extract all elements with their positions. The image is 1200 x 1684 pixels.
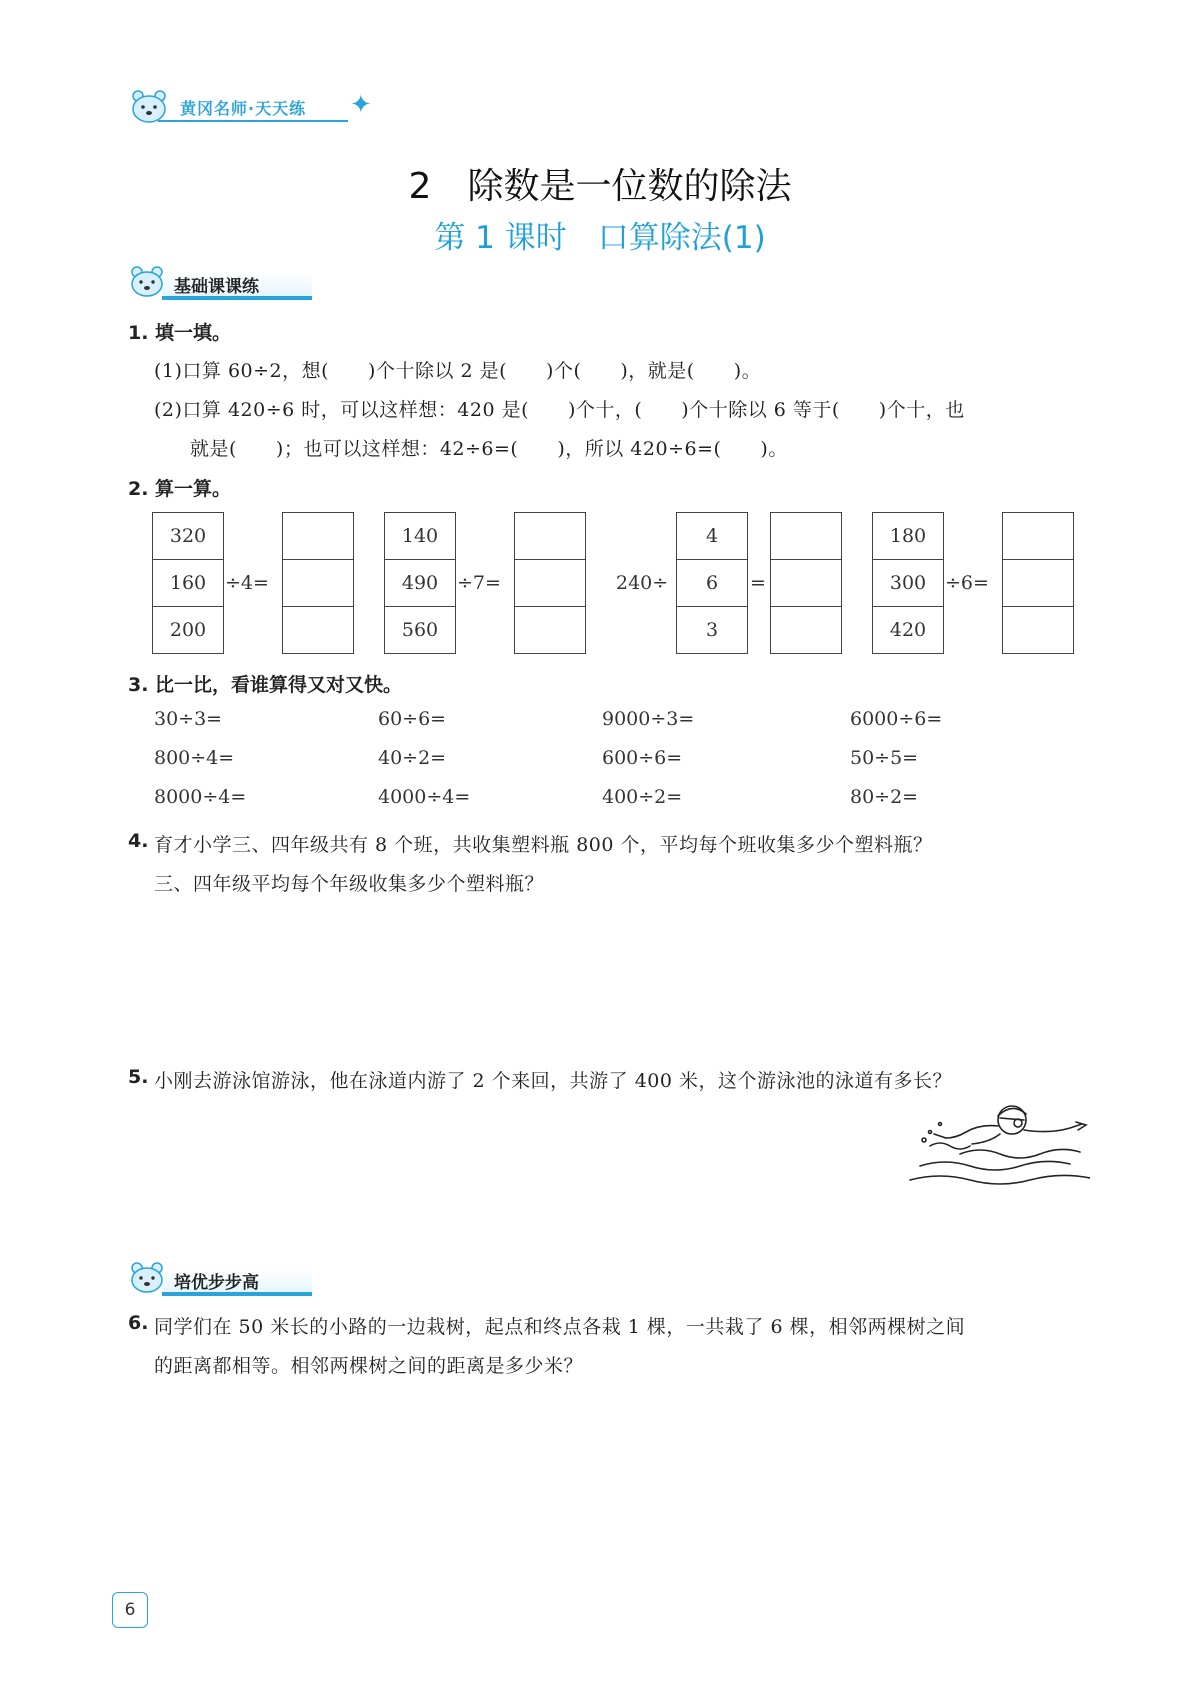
dividend-cell: 300 [873, 560, 943, 607]
dividend-column [872, 512, 944, 654]
divisor-cell: 6 [677, 560, 747, 607]
dividend-cell: 180 [873, 513, 943, 560]
dividend-cell: 490 [385, 560, 455, 607]
brand-header [128, 88, 378, 126]
dividend-cell: 420 [889, 619, 927, 641]
q6-number: 6. [128, 1312, 149, 1334]
answer-box[interactable] [771, 560, 841, 607]
q4-line: 三、四年级平均每个年级收集多少个塑料瓶？ [154, 873, 545, 895]
answer-box[interactable] [283, 607, 353, 653]
operator: ÷4= [225, 572, 269, 594]
answer-box[interactable] [771, 513, 841, 560]
operator-prefix: 240÷ [616, 572, 669, 594]
answer-column [770, 512, 842, 654]
operator: ÷7= [457, 572, 501, 594]
q1-line: (2)口算 420÷6 时，可以这样想：420 是( )个十，( )个十除以 6 等于( )个十，也 [154, 399, 965, 421]
q5-line: 小刚去游泳馆游泳，他在泳道内游了 2 个来回，共游了 400 米，这个游泳池的泳道有多长？ [154, 1070, 953, 1092]
calc-item: 80÷2= [850, 786, 919, 808]
answer-box[interactable] [283, 560, 353, 607]
calc-item: 6000÷6= [850, 708, 943, 730]
answer-box[interactable] [515, 513, 585, 560]
operator: ÷6= [945, 572, 989, 594]
divisor-cell: 3 [705, 619, 719, 641]
dividend-cell: 200 [169, 619, 207, 641]
q4-number: 4. [128, 830, 149, 852]
q1-line: 就是( )；也可以这样想：42÷6=( )，所以 420÷6=( )。 [190, 438, 788, 460]
bear-icon [128, 1260, 168, 1294]
answer-box[interactable] [1003, 560, 1073, 607]
answer-box[interactable] [515, 560, 585, 607]
q1-title: 1. 填一填。 [128, 322, 232, 344]
section-title: 培优步步高 [174, 1273, 259, 1293]
answer-box[interactable] [1003, 513, 1073, 560]
answer-box[interactable] [1003, 607, 1073, 653]
operator: = [750, 572, 766, 594]
q3-title: 3. 比一比，看谁算得又对又快。 [128, 674, 403, 696]
dividend-column [152, 512, 224, 654]
calc-item: 4000÷4= [378, 786, 471, 808]
q4-line: 育才小学三、四年级共有 8 个班，共收集塑料瓶 800 个，平均每个班收集多少个塑料瓶？ [154, 834, 933, 856]
section-badge-advanced [128, 1260, 318, 1296]
section-title: 基础课课练 [174, 277, 259, 297]
divisor-cell: 4 [677, 513, 747, 560]
dividend-cell: 560 [401, 619, 439, 641]
page-number: 6 [112, 1592, 148, 1628]
q6-line: 的距离都相等。相邻两棵树之间的距离是多少米？ [154, 1355, 584, 1377]
answer-column [282, 512, 354, 654]
calc-item: 8000÷4= [154, 786, 247, 808]
dividend-column [384, 512, 456, 654]
calc-item: 800÷4= [154, 747, 235, 769]
lesson-title: 第 1 课时 口算除法(1) [434, 220, 766, 256]
star-icon: ✦ [350, 90, 372, 120]
q6-line: 同学们在 50 米长的小路的一边栽树，起点和终点各栽 1 棵，一共栽了 6 棵，相邻两棵树之间 [154, 1316, 966, 1338]
dividend-cell: 160 [153, 560, 223, 607]
answer-column [1002, 512, 1074, 654]
dividend-cell: 320 [153, 513, 223, 560]
section-badge-basic [128, 264, 318, 300]
q1-line: (1)口算 60÷2，想( )个十除以 2 是( )个( )，就是( )。 [154, 360, 762, 382]
calc-item: 60÷6= [378, 708, 447, 730]
calc-item: 400÷2= [602, 786, 683, 808]
answer-box[interactable] [283, 513, 353, 560]
calc-item: 30÷3= [154, 708, 223, 730]
answer-column [514, 512, 586, 654]
q2-title: 2. 算一算。 [128, 478, 232, 500]
dividend-cell: 140 [385, 513, 455, 560]
brand-text: 黄冈名师·天天练 [180, 99, 307, 118]
calc-item: 40÷2= [378, 747, 447, 769]
calc-item: 9000÷3= [602, 708, 695, 730]
answer-box[interactable] [771, 607, 841, 653]
divisor-column [676, 512, 748, 654]
swimmer-illustration [900, 1094, 1090, 1204]
q5-number: 5. [128, 1066, 149, 1088]
answer-box[interactable] [515, 607, 585, 653]
calc-item: 600÷6= [602, 747, 683, 769]
bear-icon [128, 264, 168, 298]
calc-item: 50÷5= [850, 747, 919, 769]
chapter-title: 2 除数是一位数的除法 [408, 166, 792, 207]
